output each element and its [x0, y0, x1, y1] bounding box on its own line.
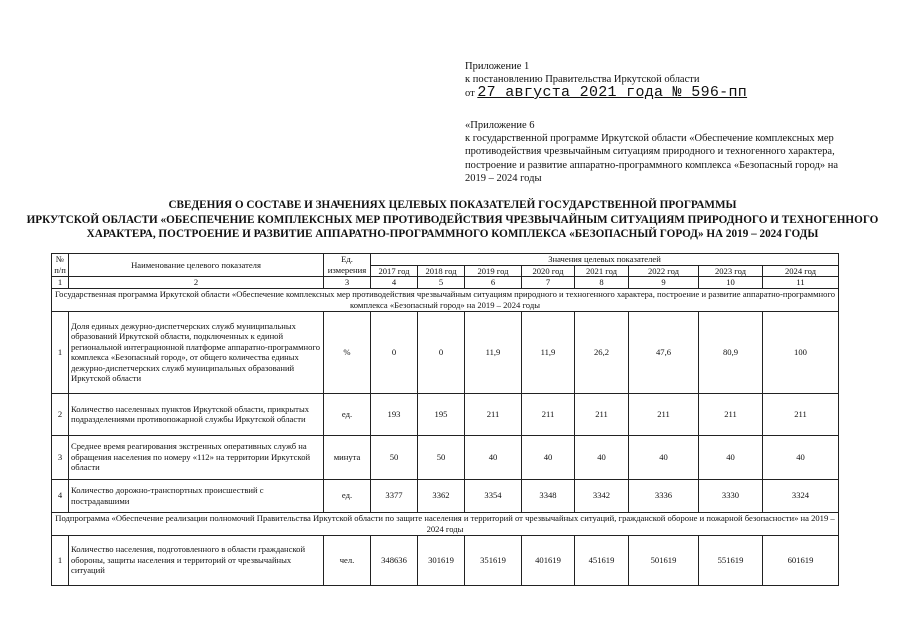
row-value: 401619	[522, 535, 575, 585]
column-number: 5	[418, 277, 465, 289]
title-line-3: ХАРАКТЕРА, ПОСТРОЕНИЕ И РАЗВИТИЕ АППАРАТНО-ПРОГРАММНОГО КОМПЛЕКСА «БЕЗОПАСНЫЙ ГОРОД» НА 2019 – 2024 ГОДЫ	[86, 228, 819, 240]
header-year: 2021 год	[575, 265, 629, 277]
row-value: 100	[763, 311, 839, 393]
from-label: от	[465, 88, 475, 99]
subprogram-row	[52, 512, 839, 535]
column-number: 1	[52, 277, 69, 289]
row-unit: чел.	[324, 535, 371, 585]
row-name: Количество населенных пунктов Иркутской области, прикрытых подразделениями противопожарной службы Иркутской области	[69, 393, 324, 435]
handwritten-date-number: 27 августа 2021 года № 596-пп	[477, 84, 748, 101]
row-value: 40	[763, 435, 839, 479]
row-value: 80,9	[699, 311, 763, 393]
row-value: 551619	[699, 535, 763, 585]
row-name: Доля единых дежурно-диспетчерских служб муниципальных образований Иркутской области, подключенных к единой региональной интеграционной платформе аппаратно-программного комплекса «Безопасный город», от общего количества единых дежурно-диспетчерских служб муниципальных образований Иркутской области	[69, 311, 324, 393]
row-value: 26,2	[575, 311, 629, 393]
header-year: 2018 год	[418, 265, 465, 277]
row-value: 3336	[629, 479, 699, 512]
row-value: 40	[522, 435, 575, 479]
table-row	[52, 393, 839, 435]
header-year: 2024 год	[763, 265, 839, 277]
row-unit: ед.	[324, 479, 371, 512]
appendix-1-ref: к постановлению Правительства Иркутской области	[465, 74, 700, 85]
row-value: 0	[371, 311, 418, 393]
row-value: 3324	[763, 479, 839, 512]
row-num: 3	[52, 435, 69, 479]
header-values: Значения целевых показателей	[371, 254, 839, 266]
row-value: 40	[699, 435, 763, 479]
row-name: Количество дорожно-транспортных происшествий с пострадавшими	[69, 479, 324, 512]
row-unit: %	[324, 311, 371, 393]
row-value: 348636	[371, 535, 418, 585]
header-unit: Ед. измерения	[324, 254, 371, 277]
row-value: 50	[418, 435, 465, 479]
column-number: 9	[629, 277, 699, 289]
row-value: 211	[629, 393, 699, 435]
table-row	[52, 435, 839, 479]
row-value: 47,6	[629, 311, 699, 393]
row-num: 2	[52, 393, 69, 435]
subprogram-title: Подпрограмма «Обеспечение реализации полномочий Правительства Иркутской области по защите населения и территорий от чрезвычайных ситуаций, гражданской обороне и пожарной безопасности» на 2019 – 2024 годы	[52, 512, 839, 535]
header-year: 2022 год	[629, 265, 699, 277]
column-number: 7	[522, 277, 575, 289]
row-value: 351619	[465, 535, 522, 585]
row-value: 195	[418, 393, 465, 435]
column-number: 3	[324, 277, 371, 289]
row-value: 3362	[418, 479, 465, 512]
row-value: 50	[371, 435, 418, 479]
row-value: 3348	[522, 479, 575, 512]
appendix-1-title: Приложение 1	[465, 61, 530, 72]
appendix-1-block	[465, 60, 747, 100]
header-year: 2019 год	[465, 265, 522, 277]
indicators-table	[51, 253, 839, 586]
program-row	[52, 288, 839, 311]
row-unit: ед.	[324, 393, 371, 435]
table-row	[52, 311, 839, 393]
row-value: 3377	[371, 479, 418, 512]
appendix-6-text: к государственной программе Иркутской области «Обеспечение комплексных мер противодействия чрезвычайным ситуациям природного и техногенного характера, построение и развитие аппаратно-программного комплекса «Безопасный город» на 2019 – 2024 годы	[465, 133, 839, 184]
row-value: 3354	[465, 479, 522, 512]
header-row-1	[52, 254, 839, 266]
row-value: 211	[763, 393, 839, 435]
row-value: 193	[371, 393, 418, 435]
column-number: 2	[69, 277, 324, 289]
column-number-row	[52, 277, 839, 289]
row-value: 11,9	[465, 311, 522, 393]
column-number: 6	[465, 277, 522, 289]
title-line-1: СВЕДЕНИЯ О СОСТАВЕ И ЗНАЧЕНИЯХ ЦЕЛЕВЫХ ПОКАЗАТЕЛЕЙ ГОСУДАРСТВЕННОЙ ПРОГРАММЫ	[168, 199, 737, 211]
column-number: 8	[575, 277, 629, 289]
row-num: 1	[52, 535, 69, 585]
row-value: 451619	[575, 535, 629, 585]
row-value: 211	[522, 393, 575, 435]
row-value: 40	[465, 435, 522, 479]
row-value: 3330	[699, 479, 763, 512]
appendix-1-date-line	[465, 86, 747, 100]
program-title: Государственная программа Иркутской области «Обеспечение комплексных мер противодействия чрезвычайным ситуациям природного и техногенного характера, построение и развитие аппаратно-программного комплекса «Безопасный город» на 2019 – 2024 годы	[52, 288, 839, 311]
header-num: № п/п	[52, 254, 69, 277]
row-value: 211	[575, 393, 629, 435]
document-title	[20, 198, 885, 242]
header-name: Наименование целевого показателя	[69, 254, 324, 277]
table-row	[52, 535, 839, 585]
row-value: 40	[575, 435, 629, 479]
row-num: 1	[52, 311, 69, 393]
row-value: 601619	[763, 535, 839, 585]
column-number: 11	[763, 277, 839, 289]
header-year: 2017 год	[371, 265, 418, 277]
appendix-6-title: «Приложение 6	[465, 120, 535, 131]
row-name: Среднее время реагирования экстренных оперативных служб на обращения населения по номеру «112» на территории Иркутской области	[69, 435, 324, 479]
row-unit: минута	[324, 435, 371, 479]
row-value: 301619	[418, 535, 465, 585]
row-value: 211	[465, 393, 522, 435]
header-year: 2020 год	[522, 265, 575, 277]
column-number: 10	[699, 277, 763, 289]
row-value: 3342	[575, 479, 629, 512]
title-line-2: ИРКУТСКОЙ ОБЛАСТИ «ОБЕСПЕЧЕНИЕ КОМПЛЕКСНЫХ МЕР ПРОТИВОДЕЙСТВИЯ ЧРЕЗВЫЧАЙНЫМ СИТУАЦИЯМ ПРИРОДНОГО И ТЕХНОГЕННОГО	[26, 213, 879, 226]
row-value: 11,9	[522, 311, 575, 393]
row-value: 211	[699, 393, 763, 435]
header-year: 2023 год	[699, 265, 763, 277]
row-value: 501619	[629, 535, 699, 585]
row-value: 40	[629, 435, 699, 479]
row-num: 4	[52, 479, 69, 512]
row-name: Количество населения, подготовленного в области гражданской обороны, защиты населения и территорий от чрезвычайных ситуаций	[69, 535, 324, 585]
row-value: 0	[418, 311, 465, 393]
appendix-6-block	[465, 119, 845, 185]
column-number: 4	[371, 277, 418, 289]
table-row	[52, 479, 839, 512]
